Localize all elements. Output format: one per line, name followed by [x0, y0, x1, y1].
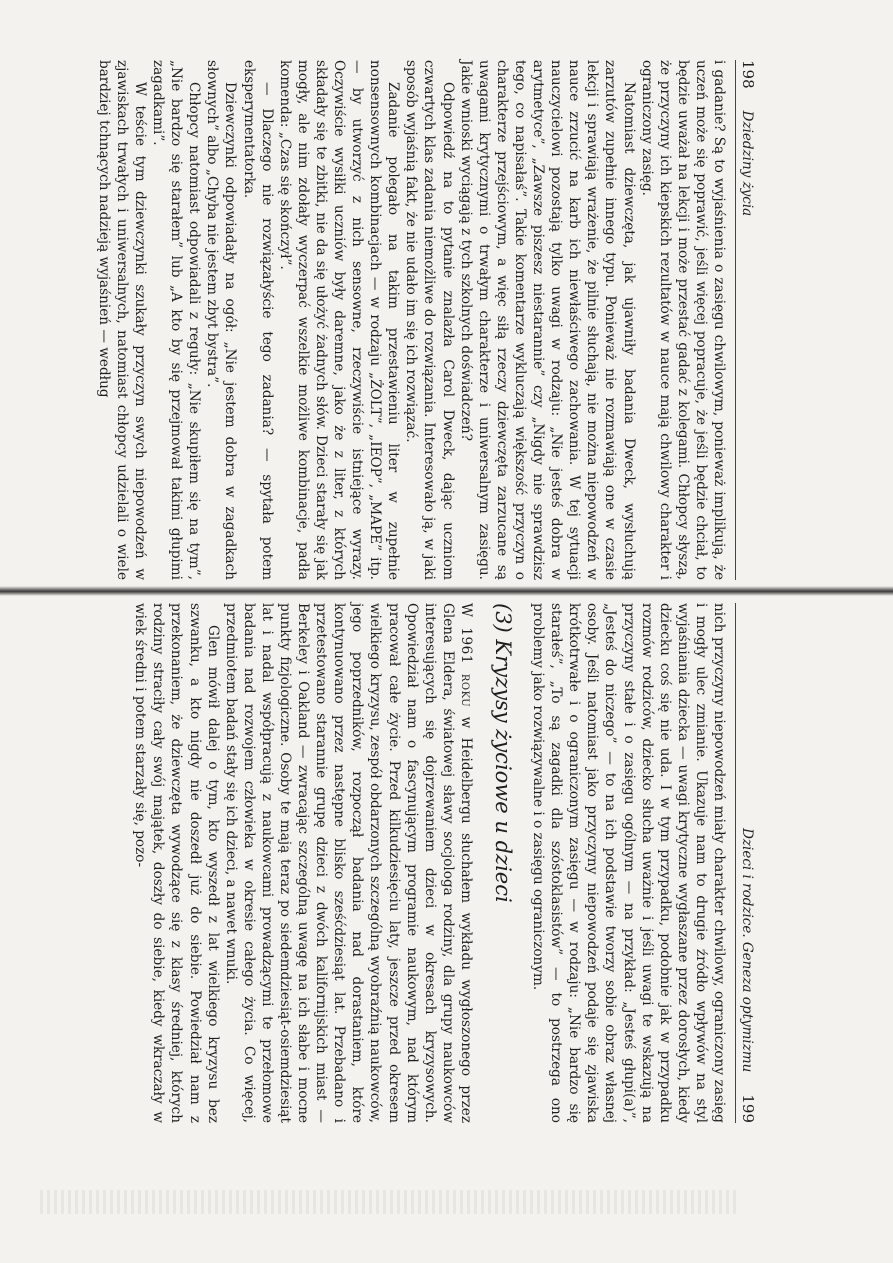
paragraph: Glen mówił dalej o tym, kto wyszedł z lat wielkiego kryzysu bez szwanku, a kto nigdy nie doszedł już do siebie. Powiedział nam z przekonaniem, że dziewczęta wywodzące się z klasy średniej, których rodziny straciły cały swój majątek, doszły do siebie, kiedy wkraczały w wiek średni i potem starzały się, pozo- [132, 603, 221, 1123]
paragraph: Zadanie polegało na takim przestawieniu liter w zupełnie nonsensownych kombinacjach — w rodzaju „ŻOLT”, „IEOP”, „MAPE” itp. — by utworzyć z nich sensowne, rzeczywiście istniejące wyrazy. Oczywiście wysiłki uczniów były daremne, jako że z liter, z których składały się te zbitki, nie da się ułożyć żadnych słów. Dzieci starały się jak mogły, ale nim zdołały wyczerpać wszelkie możliwe kombinacje, padła komenda: „Czas się skończył”. [276, 60, 402, 580]
paragraph-text: w Heidelbergu słuchałem wykładu wygłoszonego przez Glena Eldera, światowej sławy socjologa rodziny, dla grupy naukowców interesujących się dojrzewaniem dzieci w okresach kryzysowych. Opowiedział nam o fascynującym programie naukowym, nad którym pracował całe życie. Przed kilkudziesięciu laty, jeszcze przed okresem wielkiego kryzysu, zespół obdarzonych szczególną wyobraźnią naukowców, jego poprzedników, rozpoczął badania nad dorastaniem, które kontynuowano przez następne blisko sześćdziesiąt lat. Przebadano i przetestowano starannie grupę dzieci z dwóch kalifornijskich miast — Berkeley i Oakland — zwracając szczególną uwagę na ich słabe i mocne punkty fizjologiczne. Osoby te mają teraz po siedemdziesiąt-osiemdziesiąt lat i nadal współpracują z naukowcami prowadzącymi te przełomowe badania nad rozwojem człowieka w okresie całego życia. Co więcej, przedmiotem badań stały się ich dzieci, a nawet wnuki. [222, 603, 474, 1123]
paragraph [222, 603, 475, 1123]
left-page-body [95, 60, 728, 580]
scan-artifact [40, 1190, 740, 1214]
left-running-head [735, 60, 761, 580]
paragraph: W teście tym dziewczynki szukały przyczyn swych niepowodzeń w zjawiskach trwałych i uniwersalnych, natomiast chłopcy udzielali o wiele bardziej tchnących nadzieją wyjaśnień — według [95, 60, 148, 580]
lead-in: W 1961 roku [457, 603, 474, 708]
section-heading: (3) Kryzysy życiowe u dzieci [490, 603, 515, 903]
paragraph: Chłopcy natomiast odpowiadali z reguły: „Nie skupiłem się na tym”, „Nie bardzo się starałem” lub „A kto by się przejmował takimi głupimi zagadkami”. [150, 60, 203, 580]
right-page-body [131, 603, 728, 1123]
left-running-title: Dziedziny życia [739, 110, 755, 217]
paragraph: i gadanie? Są to wyjaśnienia o zasięgu chwilowym, ponieważ implikują, że uczeń może się poprawić, jeśli więcej popracuje, że jeśli będzie chciał, to będzie uważał na lekcji i może przestać gadać z kolegami. Chłopcy słyszą, że przyczyny ich kiepskich rezultatów w nauce mają chwilowy charakter i ograniczony zasięg. [638, 60, 727, 580]
left-page-number: 198 [739, 60, 757, 89]
paragraph: — Dlaczego nie rozwiązałyście tego zadania? — spytała potem eksperymentatorka. [240, 60, 275, 580]
book-gutter [0, 586, 893, 596]
right-running-head [735, 603, 761, 1123]
paragraph: Natomiast dziewczęta, jak ujawniły badania Dweck, wysłuchują zarzutów zupełnie innego typu. Ponieważ nie rozmawiają one w czasie lekcji i sprawiają wrażenie, że pilnie słuchają, nie można niepowodzeń w nauce zrzucić na karb ich niewłaściwego zachowania. W tej sytuacji nauczycielowi pozostają tylko uwagi w rodzaju: „Nie jesteś dobra w arytmetyce”, „Zawsze piszesz niestarannie” czy „Nigdy nie sprawdzisz tego, co napisałaś”. Takie komentarze wykluczają większość przyczyn o charakterze przejściowym, a więc siłą rzeczy dziewczęta zarzucane są uwagami krytycznymi o trwałym charakterze i uniwersalnym zasięgu. Jakie wnioski wyciągają z tych szkolnych doświadczeń? [457, 60, 637, 580]
right-page-number: 199 [739, 1094, 757, 1123]
left-page [0, 60, 893, 580]
paragraph: Dziewczynki odpowiadały na ogół: „Nie jestem dobra w zagadkach słownych” albo „Chyba nie jestem zbyt bystra”. [204, 60, 239, 580]
paragraph: nich przyczyny niepowodzeń miały charakter chwilowy, ograniczony zasięg i mogły ulec zmianie. Ukazuje nam to drugie źródło wpływów na styl wyjaśniania dziecka — uwagi krytyczne wygłaszane przez dorosłych, kiedy dziecku coś się nie uda. I w tym przypadku, podobnie jak w przypadku rozmów rodziców, dziecko słucha uważnie i jeśli uwagi te wskazują na przyczyny stałe i o zasięgu ogólnym — na przykład: „Jesteś głupi(a)”, „Jesteś do niczego” — to na ich podstawie tworzy sobie obraz własnej osoby. Jeśli natomiast jako przyczyny niepowodzeń podaje się zjawiska krótkotrwałe i o ograniczonym zasięgu — w rodzaju: „Nie bardzo się starałeś”, „To są zagadki dla szóstoklasistów” — to postrzega ono problemy jako rozwiązywalne i o zasięgu ograniczonym. [530, 603, 727, 1123]
paragraph: Odpowiedź na to pytanie znalazła Carol Dweck, dając uczniom czwartych klas zadania niemożliwe do rozwiązania. Interesowało ją, w jaki sposób wyjaśnią fakt, że nie udało im się ich rozwiązać. [403, 60, 456, 580]
right-running-title: Dzieci i rodzice. Geneza optymizmu [739, 828, 755, 1073]
right-page [0, 603, 893, 1123]
